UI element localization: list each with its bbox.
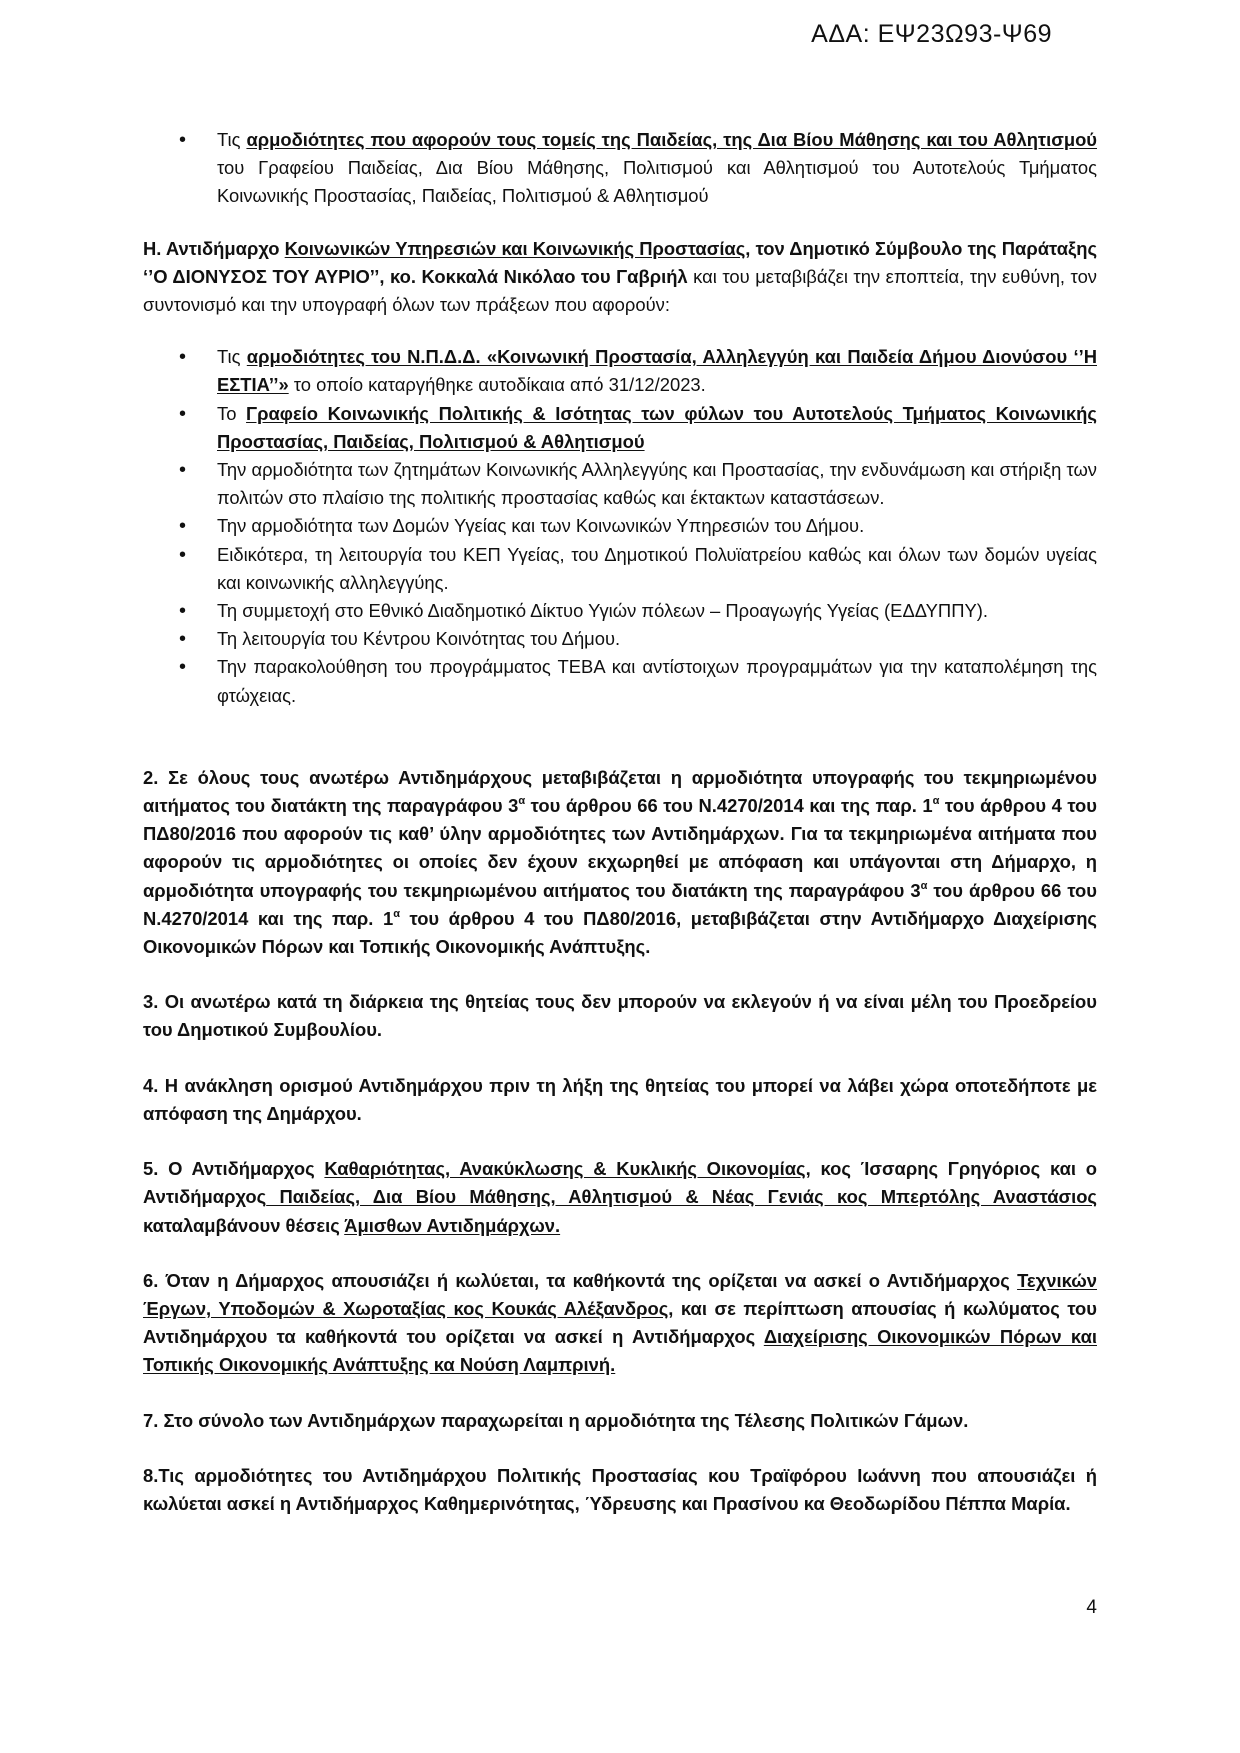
list-item: • Την παρακολούθηση του προγράμματος ΤΕΒΑ και αντίστοιχων προγραμμάτων για την καταπολέμηση της φτώχειας. (143, 653, 1097, 709)
ada-code: ΑΔΑ: ΕΨ23Ω93-Ψ69 (811, 20, 1052, 48)
list-item: • Την αρμοδιότητα των ζητημάτων Κοινωνικής Αλληλεγγύης και Προστασίας, την ενδυνάμωση και στήριξη των πολιτών στο πλαίσιο της πολιτικής προστασίας καθώς και έκτακτων καταστάσεων. (143, 456, 1097, 512)
bullet-list-h (143, 343, 1097, 710)
paragraph-5: 5. Ο Αντιδήμαρχος Καθαριότητας, Ανακύκλωσης & Κυκλικής Οικονομίας, κος Ίσσαρης Γρηγόριος και ο Αντιδήμαρχος Παιδείας, Δια Βίου Μάθησης, Αθλητισμού & Νέας Γενιάς κος Μπερτόλης Αναστάσιος καταλαμβάνουν θέσεις Άμισθων Αντιδημάρχων. (143, 1158, 1097, 1236)
paragraph-4: 4. Η ανάκληση ορισμού Αντιδημάρχου πριν τη λήξη της θητείας του μπορεί να λάβει χώρα οποτεδήποτε με απόφαση της Δημάρχου. (143, 1074, 1097, 1124)
document-body (143, 126, 1097, 1518)
list-item: • Ειδικότερα, τη λειτουργία του ΚΕΠ Υγείας, του Δημοτικού Πολυϊατρείου καθώς και όλων των δομών υγείας και κοινωνικής αλληλεγγύης. (143, 541, 1097, 597)
paragraph-8: 8.Τις αρμοδιότητες του Αντιδημάρχου Πολιτικής Προστασίας κου Τραϊφόρου Ιωάννη που απουσιάζει ή κωλύεται ασκεί η Αντιδήμαρχος Καθημερινότητας, Ύδρευσης και Πρασίνου κα Θεοδωρίδου Πέππα Μαρία. (143, 1464, 1097, 1514)
paragraph-h: Η. Αντιδήμαρχο Κοινωνικών Υπηρεσιών και Κοινωνικής Προστασίας, τον Δημοτικό Σύμβουλο της Παράταξης ‘’Ο ΔΙΟΝΥΣΟΣ ΤΟΥ ΑΥΡΙΟ’’, κο. Κοκκαλά Νικόλαο του Γαβριήλ και του μεταβιβάζει την εποπτεία, την ευθύνη, τον συντονισμό και την υπογραφή όλων των πράξεων που αφορούν: (143, 237, 1098, 316)
paragraph-6: 6. Όταν η Δήμαρχος απουσιάζει ή κωλύεται, τα καθήκοντά της ορίζεται να ασκεί ο Αντιδήμαρχος Τεχνικών Έργων, Υποδομών & Χωροταξίας κος Κουκάς Αλέξανδρος, και σε περίπτωση απουσίας ή κωλύματος του Αντιδημάρχου τα καθήκοντά του ορίζεται να ασκεί η Αντιδήμαρχος Διαχείρισης Οικονομικών Πόρων και Τοπικής Οικονομικής Ανάπτυξης κα Νούση Λαμπρινή. (143, 1269, 1097, 1376)
list-item: • Τη συμμετοχή στο Εθνικό Διαδημοτικό Δίκτυο Υγιών πόλεων – Προαγωγής Υγείας (ΕΔΔΥΠΠΥ). (143, 597, 1097, 625)
list-item: • Την αρμοδιότητα των Δομών Υγείας και των Κοινωνικών Υπηρεσιών του Δήμου. (143, 512, 1097, 540)
intro-bullet-list (143, 126, 1097, 211)
page-number: 4 (1086, 1597, 1097, 1618)
list-item: • Τις αρμοδιότητες του Ν.Π.Δ.Δ. «Κοινωνική Προστασία, Αλληλεγγύη και Παιδεία Δήμου Διονύσου ‘’Η ΕΣΤΙΑ’’» το οποίο καταργήθηκε αυτοδίκαια από 31/12/2023. (143, 343, 1097, 399)
list-item: • Το Γραφείο Κοινωνικής Πολιτικής & Ισότητας των φύλων του Αυτοτελούς Τμήματος Κοινωνικής Προστασίας, Παιδείας, Πολιτισμού & Αθλητισμού (143, 400, 1097, 456)
paragraph-3: 3. Οι ανωτέρω κατά τη διάρκεια της θητείας τους δεν μπορούν να εκλεγούν ή να είναι μέλη του Προεδρείου του Δημοτικού Συμβουλίου. (143, 991, 1097, 1041)
paragraph-7: 7. Στο σύνολο των Αντιδημάρχων παραχωρείται η αρμοδιότητα της Τέλεσης Πολιτικών Γάμων. (143, 1409, 969, 1431)
list-item: • Τις αρμοδιότητες που αφορούν τους τομείς της Παιδείας, της Δια Βίου Μάθησης και του Αθλητισμού του Γραφείου Παιδείας, Δια Βίου Μάθησης, Πολιτισμού και Αθλητισμού του Αυτοτελούς Τμήματος Κοινωνικής Προστασίας, Παιδείας, Πολιτισμού & Αθλητισμού (143, 126, 1097, 211)
list-item: • Τη λειτουργία του Κέντρου Κοινότητας του Δήμου. (143, 625, 1097, 653)
paragraph-2: 2. Σε όλους τους ανωτέρω Αντιδημάρχους μεταβιβάζεται η αρμοδιότητα υπογραφής του τεκμηριωμένου αιτήματος του διατάκτη της παραγράφου $3^\alpha$ του άρθρου 66 του Ν.4270/2014 και της παρ. $1^\alpha$ του άρθρου 4 του ΠΔ80/2016 που αφορούν τις καθ’ ύλην αρμοδιότητες των Αντιδημάρχων. Για τα τεκμηριωμένα αιτήματα που αφορούν τις αρμοδιότητες οι οποίες δεν έχουν εκχωρηθεί με απόφαση και υπάγονται στη Δήμαρχο, η αρμοδιότητα υπογραφής του τεκμηριωμένου αιτήματος του διατάκτη της παραγράφου $3^\alpha$ του άρθρου 66 του Ν.4270/2014 και της παρ. $1^\alpha$ του άρθρου 4 του ΠΔ80/2016, μεταβιβάζεται στην Αντιδήμαρχο Διαχείρισης Οικονομικών Πόρων και Τοπικής Οικονομικής Ανάπτυξης. (143, 766, 1097, 958)
